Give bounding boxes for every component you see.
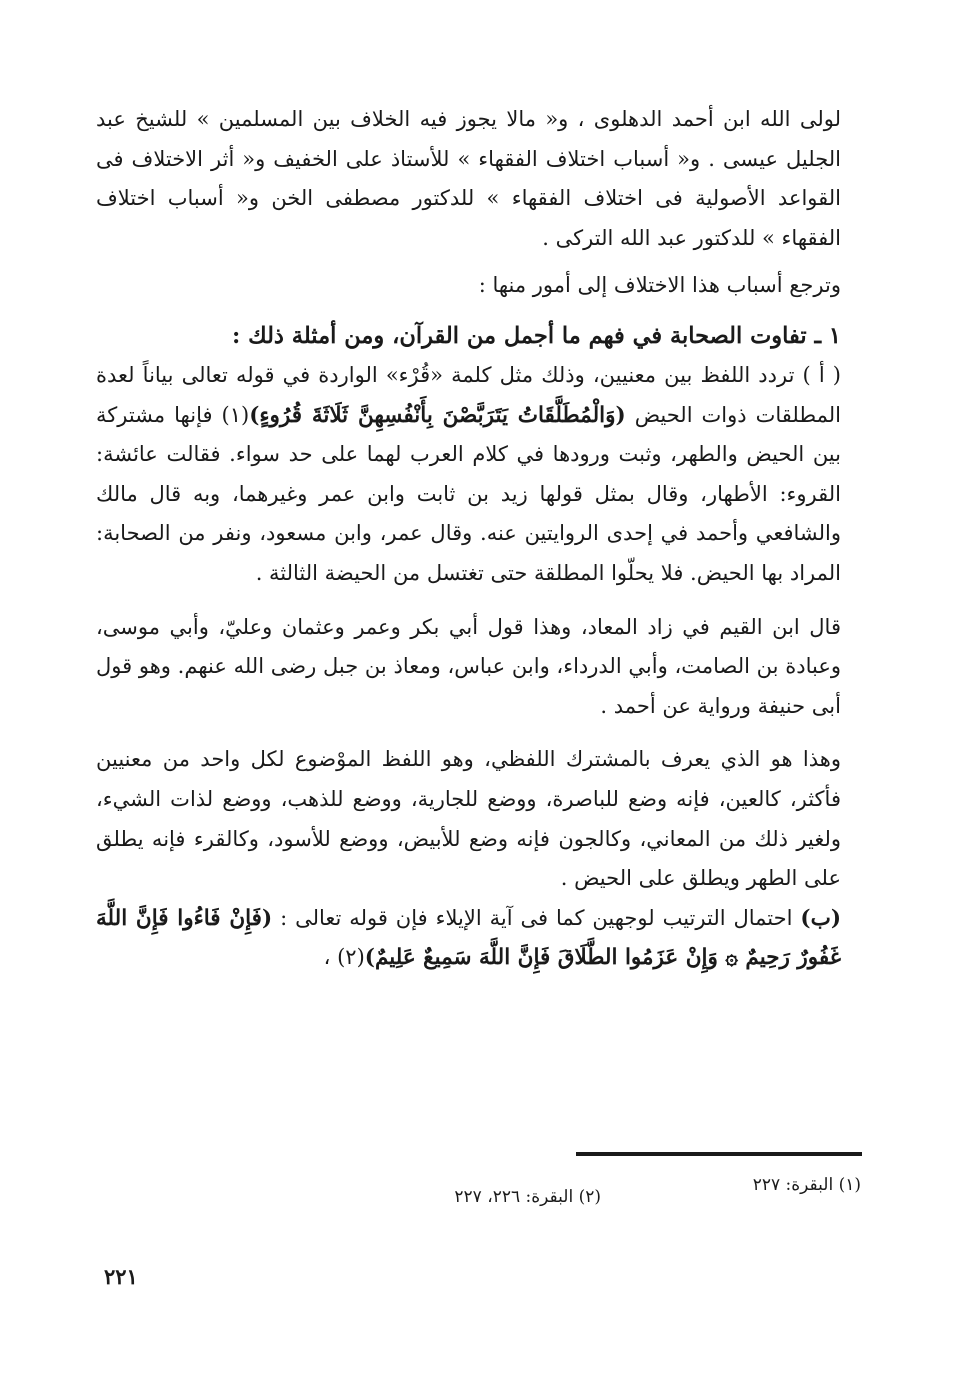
footnotes bbox=[240, 1172, 861, 1207]
paragraph-mushtarak: وهذا هو الذي يعرف بالمشترك اللفظي، وهو اللفظ الموْضوع لكل واحد من معنيين فأكثر، كالعين، فإنه وضع للباصرة، ووضع للجارية، ووضع للذهب، ووضع لذات الشيء، ولغير ذلك من المعاني، وكالجون فإنه وضع للأبيض، ووضع للأسود، وكالقرء فإنه يطلق على الطهر ويطلق على الحيض . bbox=[96, 747, 841, 891]
section-heading-1: ١ ـ تفاوت الصحابة في فهم ما أجمل من القرآن، ومن أمثلة ذلك : bbox=[231, 322, 841, 349]
footnote-2: (٢) البقرة: ٢٢٦، ٢٢٧ bbox=[454, 1187, 601, 1207]
paragraph-ibn-qayyim: قال ابن القيم في زاد المعاد، وهذا قول أبي بكر وعمر وعثمان وعليّ، وأبي موسى، وعبادة بن الصامت، وأبي الدرداء، وابن عباس، ومعاذ بن جبل رضى الله عنهم. وهو قول أبى حنيفة ورواية عن أحمد . bbox=[96, 614, 841, 718]
paragraph-reasons-intro: وترجع أسباب هذا الاختلاف إلى أمور منها : bbox=[478, 273, 841, 298]
footnote-ref-1: (١) bbox=[221, 402, 250, 427]
quran-verse-ila: (فَإِنْ فَاءُوا فَإِنَّ اللَّهَ غَفُورٌ رَحِيمٌ ۞ وَإِنْ عَزَمُوا الطَّلَاقَ فَإِنَّ اللَّهَ سَمِيعٌ عَلِيمٌ) bbox=[96, 905, 841, 971]
main-text bbox=[96, 100, 841, 978]
paragraph-point-a bbox=[96, 356, 841, 594]
point-a-body: فإنها مشتركة بين الحيض والطهر، وثبت ورودها في كلام العرب لهما على حد سواء. فقالت عائشة: القروء: الأطهار، وقال بمثل قولها زيد بن ثابت وابن عمر وغيرهما، وبه قال مالك والشافعي وأحمد في إحدى الروايتين عنه. وقال عمر، وابن مسعود، ونفر من الصحابة: المراد بها الحيض. فلا يحلّوا المطلقة حتى تغتسل من الحيضة الثالثة . bbox=[96, 402, 841, 585]
quran-verse-qurū: (وَالْمُطَلَّقَاتُ يَتَرَبَّصْنَ بِأَنْفُسِهِنَّ ثَلَاثَةَ قُرُوءٍ) bbox=[249, 402, 626, 428]
footnote-1: (١) البقرة: ٢٢٧ bbox=[752, 1175, 861, 1195]
footnote-ref-2: (٢) ، bbox=[323, 945, 365, 970]
point-a-intro: ( أ ) تردد اللفظ بين معنيين، وذلك مثل كلمة «قُرْء» الواردة في قوله تعالى بياناً لعدة المطلقات ذوات الحيض bbox=[96, 362, 841, 427]
point-b-intro: احتمال الترتيب لوجهين كما فى آية الإيلاء فإن قوله تعالى : bbox=[280, 905, 793, 930]
point-b-label: (ب) bbox=[800, 905, 841, 931]
paragraph-references: لولى الله ابن أحمد الدهلوى ، و« مالا يجوز فيه الخلاف بين المسلمين » للشيخ عبد الجليل عيسى . و« أسباب اختلاف الفقهاء » للأستاذ على الخفيف و« أثر الاختلاف فى القواعد الأصولية فى اختلاف الفقهاء » للدكتور مصطفى الخن و« أسباب اختلاف الفقهاء » للدكتور عبد الله التركى . bbox=[96, 107, 841, 250]
page-number: ٢٢١ bbox=[104, 1264, 138, 1289]
footnote-separator bbox=[576, 1152, 862, 1156]
paragraph-point-b bbox=[96, 899, 841, 978]
